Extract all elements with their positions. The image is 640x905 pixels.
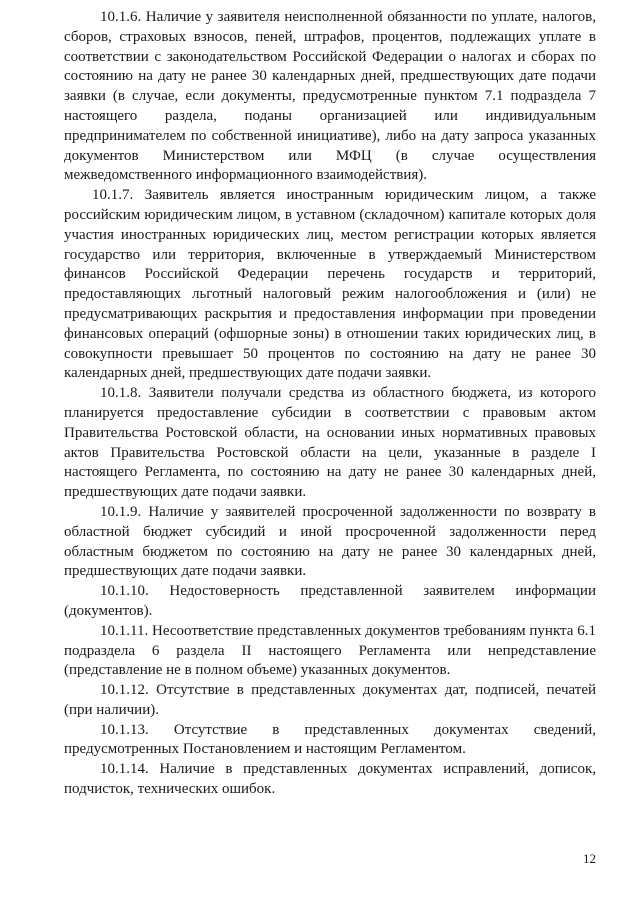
paragraph-10-1-14: 10.1.14. Наличие в представленных документах исправлений, дописок, подчисток, технических ошибок. xyxy=(64,761,596,798)
document-page xyxy=(64,8,596,800)
paragraph-10-1-8: 10.1.8. Заявители получали средства из областного бюджета, из которого планируется предоставление субсидии в соответствии с правовым актом Правительства Ростовской области, на основании иных нормативных правовых актов Правительства Ростовской области на цели, указанные в разделе I настоящего Регламента, по состоянию на дату не ранее 30 календарных дней, предшествующих дате подачи заявки. xyxy=(64,385,596,501)
paragraph-10-1-9: 10.1.9. Наличие у заявителей просроченной задолженности по возврату в областной бюджет субсидий и иной просроченной задолженности перед областным бюджетом по состоянию на дату не ранее 30 календарных дней, предшествующих дате подачи заявки. xyxy=(64,503,596,580)
paragraph-10-1-13: 10.1.13. Отсутствие в представленных документах сведений, предусмотренных Постановлением и настоящим Регламентом. xyxy=(64,721,596,758)
paragraph-10-1-11: 10.1.11. Несоответствие представленных документов требованиям пункта 6.1 подраздела 6 раздела II настоящего Регламента или непредставление (представление не в полном объеме) указанных документов. xyxy=(64,622,596,679)
paragraph-10-1-12: 10.1.12. Отсутствие в представленных документах дат, подписей, печатей (при наличии). xyxy=(64,682,596,718)
paragraph-10-1-6: 10.1.6. Наличие у заявителя неисполненной обязанности по уплате, налогов, сборов, страховых взносов, пеней, штрафов, процентов, подлежащих уплате в соответствии с законодательством Российской Федерации о налогах и сборах по состоянию на дату не ранее 30 календарных дней, предшествующих дате подачи заявки (в случае, если документы, предусмотренные пунктом 7.1 подраздела 7 настоящего раздела, поданы организацией или индивидуальным предпринимателем по собственной инициативе), либо на дату запроса указанных документов Министерством или МФЦ (в случае осуществления межведомственного информационного взаимодействия). xyxy=(64,9,596,184)
paragraph-10-1-7: 10.1.7. Заявитель является иностранным юридическим лицом, а также российским юридическим лицом, в уставном (складочном) капитале которых доля участия иностранных юридических лиц, местом регистрации которых является государство или территория, включенные в утверждаемый Министерством финансов Российской Федерации перечень государств и территорий, предоставляющих льготный налоговый режим налогообложения и (или) не предусматривающих раскрытия и предоставления информации при проведении финансовых операций (офшорные зоны) в отношении таких юридических лиц, в совокупности превышает 50 процентов по состоянию на дату не ранее 30 календарных дней, предшествующих дате подачи заявки. xyxy=(64,187,596,382)
paragraph-10-1-10: 10.1.10. Недостоверность представленной заявителем информации (документов). xyxy=(64,583,596,619)
page-number: 12 xyxy=(583,851,596,866)
